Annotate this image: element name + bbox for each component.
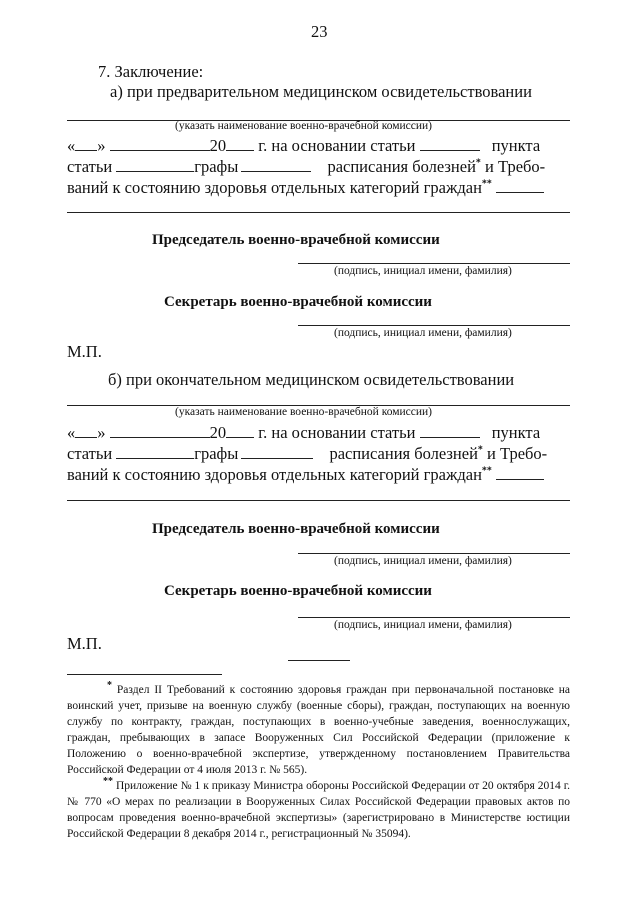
year-prefix: 20 [209, 136, 227, 155]
page-number: 23 [311, 22, 328, 41]
footnote-2-text: Приложение № 1 к приказу Министра обороны Российской Федерации от 20 октября 2014 г. № 770 «О мерах по реализации в Вооруженных Силах Российской Федерации правовых актов по вопросам проведения военно-врачебной экспертизы» (зарегистрировано в Министерстве юстиции Российской Федерации 8 декабря 2014 г., регистрационный № 35094). [67, 780, 570, 840]
column-field[interactable] [241, 444, 313, 459]
requirements-label: и Требо- [480, 157, 546, 176]
quote-close: » [97, 423, 106, 442]
section-b-chairman-signature-line[interactable] [298, 553, 570, 554]
footnote-mark-1: * [475, 157, 481, 169]
basis-article-label: г. на основании статьи [258, 136, 416, 155]
section-b-secretary-signature-line[interactable] [298, 617, 570, 618]
section-a-secretary-signature-line[interactable] [298, 325, 570, 326]
section-a-secretary-caption: (подпись, инициал имени, фамилия) [334, 327, 512, 339]
schedule-label: расписания болезней [329, 444, 478, 463]
article-field[interactable] [420, 423, 480, 438]
requirements-label: и Требо- [482, 444, 548, 463]
month-field[interactable] [110, 423, 210, 438]
section-a-stamp: М.П. [67, 342, 102, 361]
section-b-secretary-caption: (подпись, инициал имени, фамилия) [334, 619, 512, 631]
footnote-mark-2: ** [481, 178, 492, 190]
section-b-stamp: М.П. [67, 634, 102, 653]
section-b-article-line [67, 444, 547, 464]
footnote-1-mark: * [107, 680, 112, 692]
requirements-field[interactable] [496, 178, 544, 193]
year-field[interactable] [226, 136, 254, 151]
section-b-title: б) при окончательном медицинском освидетельствовании [108, 370, 515, 389]
quote-open: « [67, 423, 76, 442]
column-label: графы [194, 157, 239, 176]
section-a-conclusion-line[interactable] [67, 212, 570, 213]
footnote-mark-1: * [477, 444, 483, 456]
section-a-secretary-label: Секретарь военно-врачебной комиссии [164, 294, 432, 310]
section-b-chairman-label: Председатель военно-врачебной комиссии [152, 521, 440, 537]
section-b-date-line [67, 423, 540, 443]
day-field[interactable] [75, 136, 97, 151]
requirements-text: ваний к состоянию здоровья отдельных категорий граждан [67, 178, 482, 197]
point-label: пункта [491, 136, 541, 155]
section-a-requirements-line [67, 178, 544, 198]
footnote-2 [67, 778, 570, 842]
requirements-field[interactable] [496, 465, 544, 480]
footnote-1 [67, 682, 570, 778]
section-a-commission-caption: (указать наименование военно-врачебной комиссии) [175, 120, 433, 132]
column-field[interactable] [241, 157, 311, 172]
conclusion-heading: 7. Заключение: [98, 62, 204, 81]
footnote-mark-2: ** [481, 465, 492, 477]
footnote-2-mark: ** [103, 776, 113, 788]
footnote-1-text: Раздел II Требований к состоянию здоровья граждан при первоначальной постановке на воинский учет, призыве на военную службу (военные сборы), граждан, поступающих на военную службу по контракту, граждан, поступающих в военно-учебные заведения, военнослужащих, граждан, пребывающих в запасе Вооруженных Сил Российской Федерации (приложение к Положению о военно-врачебной экспертизе, утвержденному постановлением Правительства Российской Федерации от 4 июля 2013 г. № 565). [67, 684, 571, 776]
footnote-separator [67, 674, 222, 675]
quote-close: » [97, 136, 106, 155]
section-a-chairman-label: Председатель военно-врачебной комиссии [152, 232, 440, 248]
basis-article-label: г. на основании статьи [258, 423, 416, 442]
column-label: графы [194, 444, 239, 463]
year-field[interactable] [226, 423, 254, 438]
article-label: статьи [67, 444, 113, 463]
schedule-label: расписания болезней [327, 157, 476, 176]
day-field[interactable] [75, 423, 97, 438]
section-b-chairman-caption: (подпись, инициал имени, фамилия) [334, 555, 512, 567]
section-a-chairman-caption: (подпись, инициал имени, фамилия) [334, 265, 512, 277]
month-field[interactable] [110, 136, 210, 151]
article-num-field[interactable] [116, 157, 194, 172]
section-b-requirements-line [67, 465, 544, 485]
section-a-article-line [67, 157, 545, 177]
section-b-commission-caption: (указать наименование военно-врачебной комиссии) [175, 406, 433, 418]
section-a-chairman-signature-line[interactable] [298, 263, 570, 264]
form-end-rule [288, 660, 350, 661]
section-b-conclusion-line[interactable] [67, 500, 570, 501]
point-label: пункта [491, 423, 541, 442]
article-num-field[interactable] [116, 444, 194, 459]
article-field[interactable] [420, 136, 480, 151]
requirements-text: ваний к состоянию здоровья отдельных категорий граждан [67, 465, 482, 484]
section-a-title: а) при предварительном медицинском освидетельствовании [110, 82, 532, 101]
article-label: статьи [67, 157, 113, 176]
section-b-secretary-label: Секретарь военно-врачебной комиссии [164, 583, 432, 599]
quote-open: « [67, 136, 76, 155]
year-prefix: 20 [209, 423, 227, 442]
section-a-date-line [67, 136, 540, 156]
